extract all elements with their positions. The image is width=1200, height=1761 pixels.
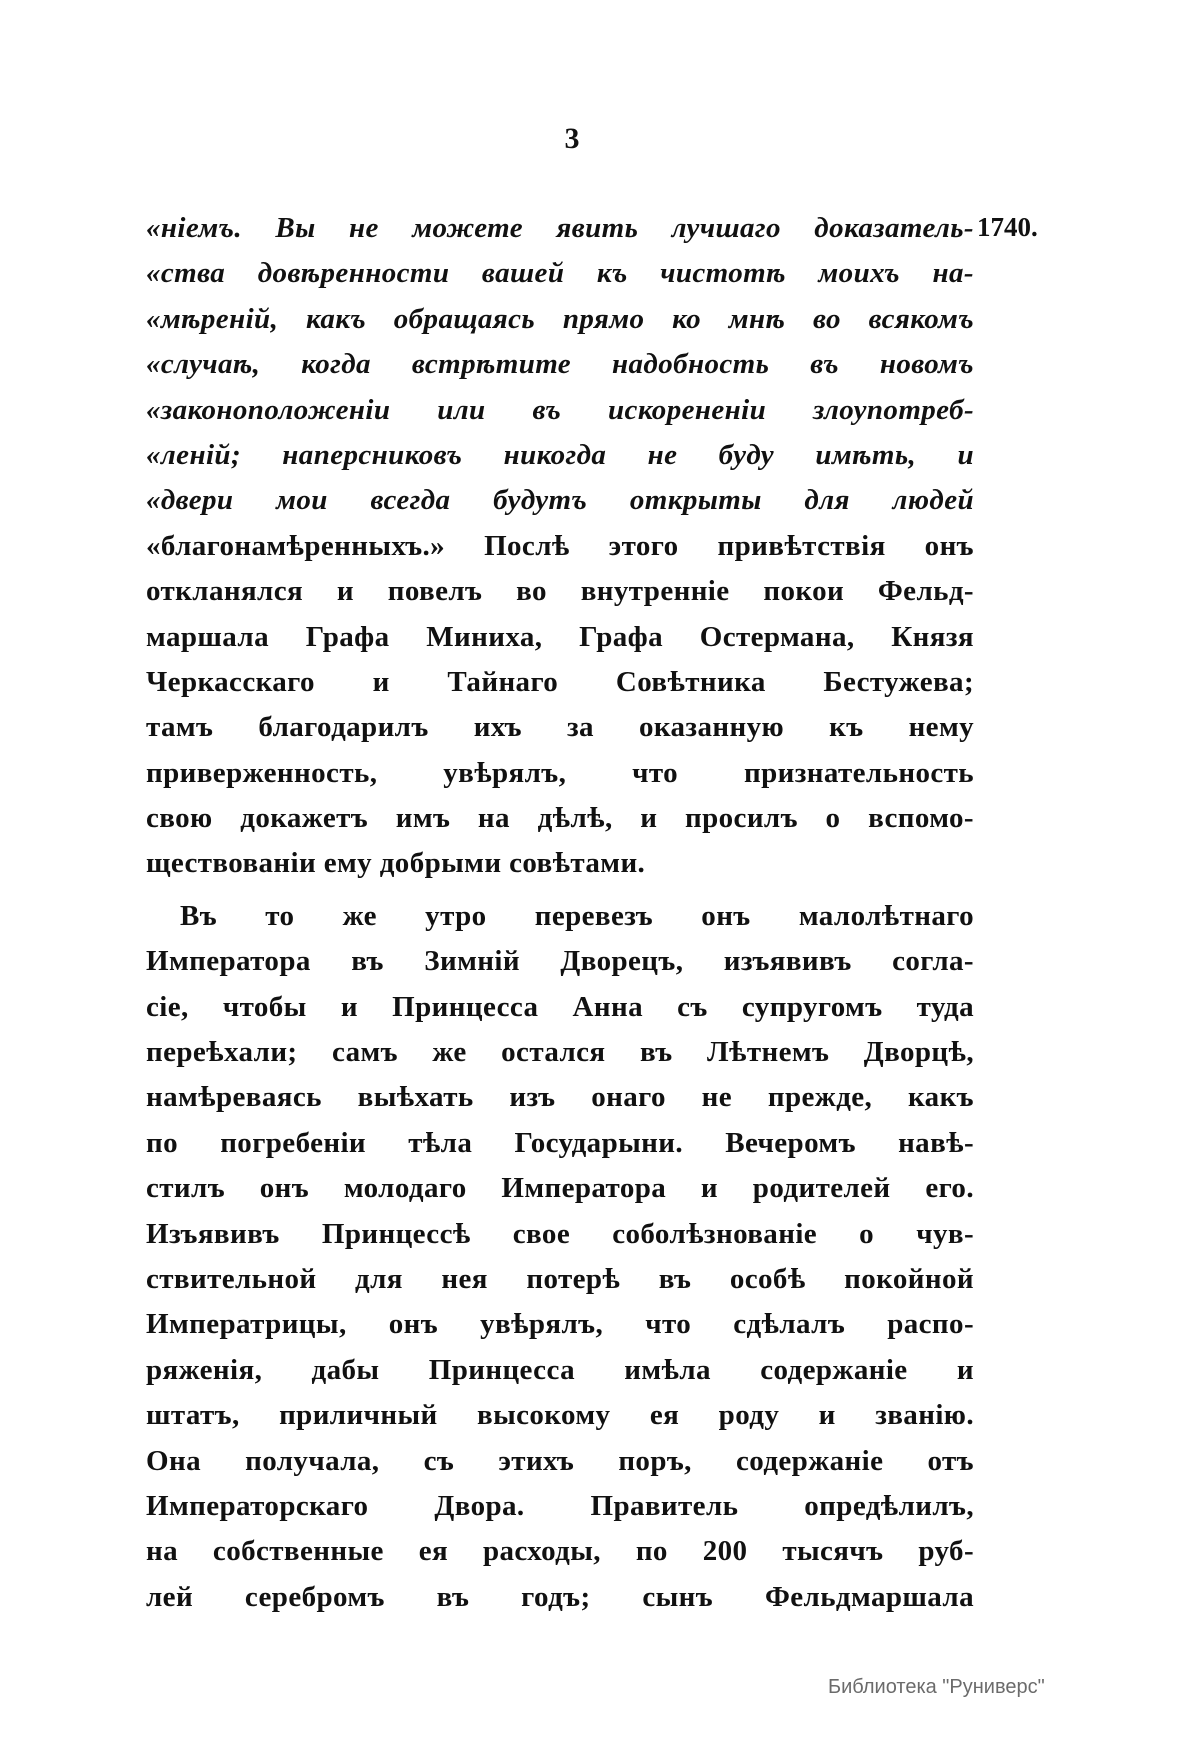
text-line: «законоположенiи или въ искорененiи злоупотреб- bbox=[146, 393, 974, 426]
text-line: приверженность, увѣрялъ, что признательность bbox=[146, 756, 974, 789]
text-line: ществованiи ему добрыми совѣтами. bbox=[146, 847, 646, 880]
text-line: сiе, чтобы и Принцесса Анна съ супругомъ туда bbox=[146, 990, 974, 1023]
text-line: лей серебромъ въ годъ; сынъ Фельдмаршала bbox=[146, 1580, 974, 1613]
text-line: «мѣренiй, какъ обращаясь прямо ко мнѣ во всякомъ bbox=[146, 302, 974, 335]
text-line: намѣреваясь выѣхать изъ онаго не прежде, какъ bbox=[146, 1081, 974, 1114]
text-line: маршала Графа Миниха, Графа Остермана, Князя bbox=[146, 620, 974, 653]
text-line: «ленiй; наперсниковъ никогда не буду имѣть, и bbox=[146, 438, 974, 471]
text-line: «нiемъ. Вы не можете явить лучшаго доказатель- bbox=[146, 212, 974, 244]
page-number: 3 bbox=[564, 122, 580, 155]
text-line: откланялся и повелъ во внутреннiе покои Фельд- bbox=[146, 575, 974, 608]
text-line: свою докажетъ имъ на дѣлѣ, и просилъ о вспомо- bbox=[146, 802, 974, 835]
text-line: ряженiя, дабы Принцесса имѣла содержанiе и bbox=[146, 1353, 974, 1386]
text-line: ствительной для нея потерѣ въ особѣ покойной bbox=[146, 1262, 974, 1295]
text-line: стилъ онъ молодаго Императора и родителей его. bbox=[146, 1172, 974, 1205]
paragraph-gap bbox=[146, 887, 974, 894]
body-text bbox=[146, 206, 974, 1620]
text-line: Черкасскаго и Тайнаго Совѣтника Бестужева; bbox=[146, 665, 974, 698]
text-line: Императрицы, онъ увѣрялъ, что сдѣлалъ распо- bbox=[146, 1308, 974, 1341]
text-line: Императора въ Зимнiй Дворецъ, изъявивъ согла- bbox=[146, 945, 974, 978]
text-line: «ства довѣренности вашей къ чистотѣ моихъ на- bbox=[146, 257, 974, 290]
text-line: тамъ благодарилъ ихъ за оказанную къ нему bbox=[146, 711, 974, 744]
text-line: на собственные ея расходы, по 200 тысячъ руб- bbox=[146, 1535, 974, 1568]
text-line: по погребенiи тѣла Государыни. Вечеромъ навѣ- bbox=[146, 1126, 974, 1159]
text-line: штатъ, приличный высокому ея роду и званiю. bbox=[146, 1399, 974, 1432]
margin-year: 1740. bbox=[977, 212, 1038, 242]
text-line: Въ то же утро перевезъ онъ малолѣтнаго bbox=[180, 899, 974, 932]
text-line: «благонамѣренныхъ.» Послѣ этого привѣтствiя онъ bbox=[146, 529, 974, 562]
text-line: Изъявивъ Принцессѣ свое соболѣзнованiе о чув- bbox=[146, 1217, 974, 1250]
text-line: Она получала, съ этихъ поръ, содержанiе отъ bbox=[146, 1444, 974, 1477]
library-watermark: Библиотека "Руниверс" bbox=[828, 1676, 1045, 1698]
text-line: «двери мои всегда будутъ открыты для людей bbox=[146, 484, 974, 517]
text-line: «случаѣ, когда встрѣтите надобность въ новомъ bbox=[146, 348, 974, 381]
text-line: Императорскаго Двора. Правитель опредѣлилъ, bbox=[146, 1489, 974, 1522]
text-line: переѣхали; самъ же остался въ Лѣтнемъ Дворцѣ, bbox=[146, 1036, 974, 1069]
